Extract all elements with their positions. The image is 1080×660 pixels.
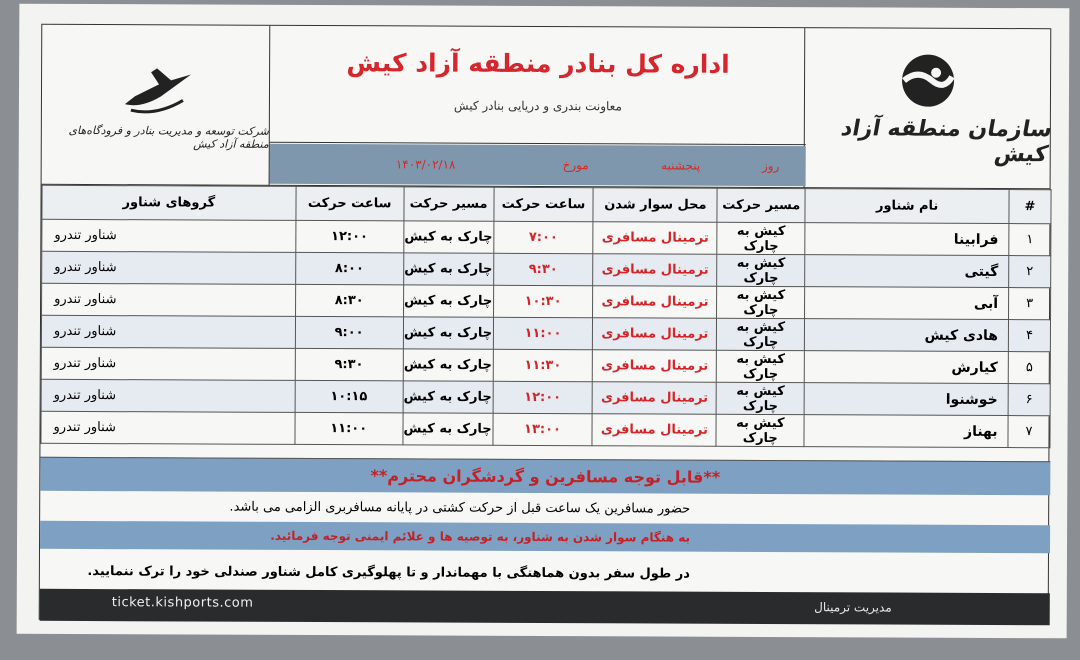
table-row: [41, 347, 1050, 383]
route-return: چارک به کیش: [403, 221, 493, 253]
date-band: [270, 144, 806, 186]
departure-time-outbound: ۱۱:۳۰: [493, 349, 593, 381]
route-return: چارک به کیش: [403, 381, 493, 413]
header-title-block: [270, 26, 807, 188]
vessel-group: شناور تندرو: [42, 283, 296, 316]
date-value: ۱۴۰۳/۰۲/۱۸: [395, 157, 456, 172]
kish-logo-icon: [887, 51, 967, 111]
bird-plane-logo-icon: [110, 60, 200, 116]
paper-sheet: [17, 4, 1070, 639]
page-subtitle: معاونت بندری و دریایی بنادر کیش: [453, 98, 622, 114]
departure-time-return: ۱۰:۱۵: [295, 380, 403, 412]
boarding-point: ترمینال مسافری: [593, 350, 717, 383]
departure-time-return: ۱۲:۰۰: [296, 220, 404, 252]
route-return: چارک به کیش: [403, 285, 493, 317]
table-row: [42, 283, 1051, 319]
logo-text-right: سازمان منطقه آزاد کیش: [838, 116, 1055, 168]
vessel-name: هادی کیش: [805, 319, 1009, 352]
departure-time-outbound: ۱۱:۰۰: [493, 317, 593, 349]
table-row: [42, 219, 1051, 255]
row-number: ۷: [1008, 416, 1050, 448]
vessel-group: شناور تندرو: [42, 219, 296, 252]
departure-time-return: ۸:۳۰: [295, 284, 403, 316]
ticket-url[interactable]: ticket.kishports.com: [111, 595, 254, 611]
terminal-management: مدیریت ترمینال: [814, 600, 892, 615]
vessel-group: شناور تندرو: [41, 347, 295, 380]
route-outbound: کیش به چارک: [717, 350, 805, 382]
route-outbound: کیش به چارک: [717, 222, 805, 254]
vessel-name: کیارش: [804, 351, 1008, 384]
departure-time-outbound: ۱۳:۰۰: [493, 413, 593, 445]
route-return: چارک به کیش: [403, 317, 493, 349]
col-header-time2: ساعت حرکت: [296, 186, 404, 220]
route-outbound: کیش به چارک: [716, 414, 804, 446]
col-header-time1: ساعت حرکت: [493, 187, 593, 221]
departure-time-return: ۹:۰۰: [295, 316, 403, 348]
table-row: [42, 251, 1051, 287]
vessel-name: بهناز: [804, 415, 1008, 448]
vessel-name: خوشنوا: [804, 383, 1008, 416]
boarding-point: ترمینال مسافری: [593, 318, 717, 351]
notice-heading: **قابل توجه مسافرین و گردشگران محترم**: [40, 457, 1050, 495]
col-header-number: #: [1009, 190, 1051, 224]
row-number: ۵: [1008, 352, 1050, 384]
row-number: ۴: [1008, 320, 1050, 352]
ports-company-logo: [42, 25, 271, 186]
row-number: ۱: [1009, 224, 1051, 256]
route-return: چارک به کیش: [403, 349, 493, 381]
date-label: مورخ: [562, 158, 589, 173]
col-header-route2: مسیر حرکت: [404, 187, 494, 221]
col-header-route1: مسیر حرکت: [717, 188, 805, 222]
departure-time-return: ۸:۰۰: [295, 252, 403, 284]
row-number: ۳: [1009, 288, 1051, 320]
row-number: ۶: [1008, 384, 1050, 416]
vessel-name: فرابینا: [805, 223, 1009, 256]
boarding-point: ترمینال مسافری: [593, 254, 717, 287]
route-outbound: کیش به چارک: [717, 254, 805, 286]
route-outbound: کیش به چارک: [717, 286, 805, 318]
col-header-group: گروهای شناور: [42, 185, 296, 220]
table-row: [41, 315, 1050, 351]
col-header-boarding: محل سوار شدن: [593, 188, 717, 223]
day-value: پنجشنبه: [661, 158, 701, 173]
day-label: روز: [761, 158, 780, 174]
notice-line-1: حضور مسافرین یک ساعت قبل از حرکت کشتی در پایانه مسافربری الزامی می باشد.: [229, 499, 691, 517]
departure-time-outbound: ۹:۳۰: [493, 253, 593, 285]
notice-line-2: به هنگام سوار شدن به شناور، به توصیه ها و علائم ایمنی توجه فرمائید.: [40, 521, 1050, 553]
table-row: [41, 411, 1050, 447]
vessel-group: شناور تندرو: [42, 251, 296, 284]
logo-text-left: شرکت توسعه و مدیریت بنادر و فرودگاه‌های منطقه آزاد کیش: [68, 123, 269, 151]
kish-free-zone-logo: [804, 28, 1055, 189]
page-title: اداره کل بنادر منطقه آزاد کیش: [346, 48, 730, 79]
departure-time-outbound: ۱۰:۳۰: [493, 285, 593, 317]
route-return: چارک به کیش: [403, 413, 493, 445]
row-number: ۲: [1009, 256, 1051, 288]
boarding-point: ترمینال مسافری: [593, 286, 717, 319]
vessel-group: شناور تندرو: [41, 411, 295, 444]
route-outbound: کیش به چارک: [717, 318, 805, 350]
boarding-point: ترمینال مسافری: [592, 414, 716, 447]
boarding-point: ترمینال مسافری: [593, 222, 717, 255]
table-row: [41, 379, 1050, 415]
table-header-row: [42, 185, 1051, 223]
departure-time-return: ۱۱:۰۰: [295, 412, 403, 444]
vessel-name: گیتی: [805, 255, 1009, 288]
header: [42, 25, 1055, 189]
route-return: چارک به کیش: [403, 253, 493, 285]
departure-time-outbound: ۱۲:۰۰: [493, 381, 593, 413]
vessel-group: شناور تندرو: [41, 315, 295, 348]
boarding-point: ترمینال مسافری: [593, 382, 717, 415]
route-outbound: کیش به چارک: [716, 382, 804, 414]
schedule-table: [40, 185, 1051, 448]
vessel-group: شناور تندرو: [41, 379, 295, 412]
departure-time-return: ۹:۳۰: [295, 348, 403, 380]
col-header-name: نام شناور: [805, 189, 1009, 224]
schedule-board: [39, 24, 1055, 624]
departure-time-outbound: ۷:۰۰: [493, 221, 593, 253]
notice-line-3: در طول سفر بدون هماهنگی با مهماندار و تا پهلوگیری کامل شناور صندلی خود را ترک ننمایید.: [87, 563, 690, 582]
footer: [40, 589, 1050, 625]
vessel-name: آبی: [805, 287, 1009, 320]
